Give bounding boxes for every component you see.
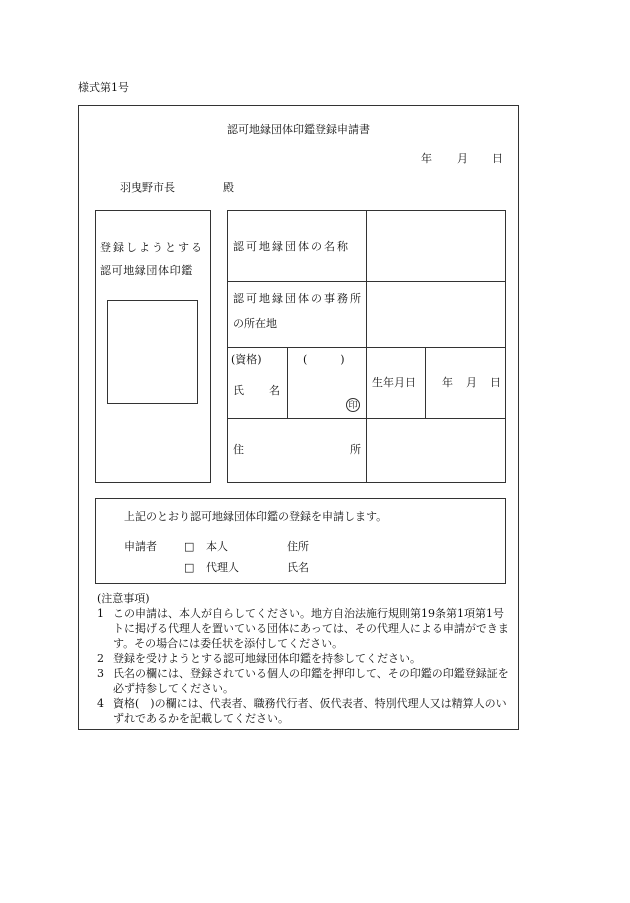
- applicant-label: 申請者: [124, 540, 157, 553]
- office-address-field[interactable]: [367, 282, 505, 347]
- note-text: 登録を受けようとする認可地縁団体印鑑を持参してください。: [113, 652, 421, 665]
- note-text: この申請は、本人が自らしてください。地方自治法施行規則第19条第1項第1号トに掲げる代理人を置いている団体にあっては、その代理人による申請ができます。その場合には委任状を添付してください。: [113, 607, 509, 650]
- address-field[interactable]: [367, 419, 505, 482]
- seal-impression-box[interactable]: [107, 300, 198, 404]
- office-label-line1: 認可地縁団体の事務所: [233, 292, 363, 305]
- notes-heading: (注意事項): [97, 592, 150, 605]
- seal-panel-line1: 登録しようとする: [100, 241, 204, 254]
- qualification-field[interactable]: ( ): [303, 353, 345, 366]
- applicant-address-label: 住所: [287, 540, 309, 553]
- addressee-name: 羽曳野市長: [120, 181, 175, 194]
- form-number: 様式第1号: [78, 81, 129, 94]
- date-month: 月: [457, 152, 468, 165]
- birth-date-label: 生年月日: [372, 376, 416, 389]
- note-number: 3: [97, 667, 104, 680]
- address-label-1: 住: [233, 443, 244, 456]
- note-number: 4: [97, 697, 104, 710]
- notes-section: [97, 591, 513, 726]
- birth-day: 日: [490, 376, 501, 389]
- option-agent-label: 代理人: [206, 561, 239, 574]
- table-divider: [287, 347, 288, 418]
- seal-panel-line2: 認可地縁団体印鑑: [100, 264, 193, 277]
- birth-year: 年: [442, 376, 453, 389]
- applicant-name-label: 氏名: [287, 561, 309, 574]
- checkbox-agent[interactable]: □: [184, 561, 195, 574]
- qualification-label: (資格): [231, 353, 262, 366]
- org-name-label: 認可地縁団体の名称: [233, 240, 350, 253]
- birth-month: 月: [466, 376, 477, 389]
- option-self-label: 本人: [206, 540, 228, 553]
- address-label-2: 所: [350, 443, 361, 456]
- name-label-2: 名: [269, 384, 280, 397]
- note-number: 2: [97, 652, 104, 665]
- note-text: 資格( )の欄には、代表者、職務代行者、仮代表者、特別代理人又は精算人のいずれであるかを記載してください。: [113, 697, 507, 725]
- declaration-text: 上記のとおり認可地縁団体印鑑の登録を申請します。: [124, 510, 388, 523]
- office-label-line2: の所在地: [233, 317, 277, 330]
- checkbox-self[interactable]: □: [184, 540, 195, 553]
- addressee-honorific: 殿: [223, 181, 234, 194]
- table-divider: [425, 347, 426, 418]
- seal-mark-icon: 印: [346, 398, 360, 412]
- note-item: [97, 651, 513, 666]
- form-title: 認可地縁団体印鑑登録申請書: [227, 123, 370, 136]
- date-year: 年: [421, 152, 432, 165]
- date-day: 日: [492, 152, 503, 165]
- note-number: 1: [97, 607, 104, 620]
- note-item: [97, 666, 513, 696]
- name-label-1: 氏: [233, 384, 244, 397]
- note-text: 氏名の欄には、登録されている個人の印鑑を押印して、その印鑑の印鑑登録証を必ず持参してください。: [113, 667, 509, 695]
- note-item: [97, 696, 513, 726]
- note-item: [97, 606, 513, 651]
- org-name-field[interactable]: [367, 211, 505, 281]
